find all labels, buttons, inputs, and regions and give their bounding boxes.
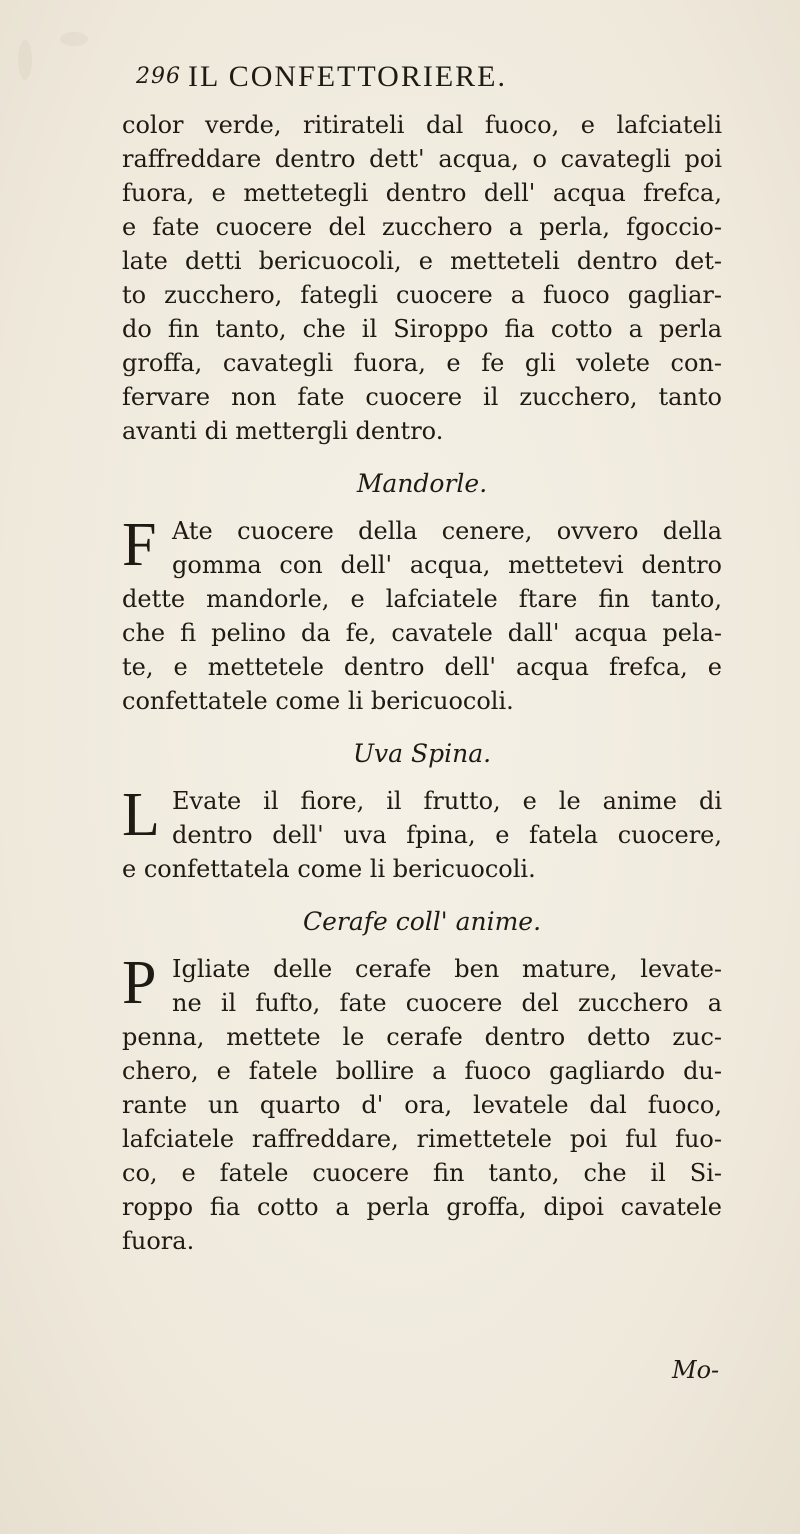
text-line: te, e mettetele dentro dell' acqua frefca, e — [122, 653, 722, 681]
text-line: fervare non fate cuocere il zucchero, tanto — [122, 383, 722, 411]
text-line: e fate cuocere del zucchero a perla, fgoccio- — [122, 213, 722, 241]
text-line: rante un quarto d' ora, levatele dal fuoco, — [122, 1091, 722, 1119]
section-heading-mandorle: Mandorle. — [356, 469, 488, 498]
text-line: dette mandorle, e lafciatele ftare fin tanto, — [122, 585, 722, 613]
text-line: to zucchero, fategli cuocere a fuoco gagliar- — [122, 281, 722, 309]
text-line: penna, mettete le cerafe dentro detto zuc- — [122, 1023, 722, 1051]
drop-cap: L — [122, 781, 160, 849]
intro-paragraph — [122, 108, 722, 448]
text-line: che fi pelino da fe, cavatele dall' acqua pela- — [122, 619, 722, 647]
page-number: 296 — [136, 64, 181, 89]
section-paragraph-uva-spina — [122, 781, 722, 886]
text-line: do fin tanto, che il Siroppo fia cotto a perla — [122, 315, 722, 343]
section-paragraph-mandorle — [122, 511, 722, 718]
text-line: co, e fatele cuocere fin tanto, che il Si- — [122, 1159, 722, 1187]
page-header — [136, 60, 696, 98]
text-line: roppo fia cotto a perla groffa, dipoi cavatele — [122, 1193, 722, 1221]
text-line: raffreddare dentro dett' acqua, o cavategli poi — [122, 145, 722, 173]
paper-stain — [60, 32, 88, 46]
page-body — [122, 108, 722, 1258]
text-line: groffa, cavategli fuora, e fe gli volete con- — [122, 349, 722, 377]
text-line: fuora. — [122, 1227, 195, 1255]
catchword: Mo- — [672, 1356, 720, 1384]
text-line: Ate cuocere della cenere, ovvero della — [172, 517, 722, 545]
text-line: ne il fufto, fate cuocere del zucchero a — [172, 989, 722, 1017]
drop-cap: P — [122, 949, 157, 1017]
text-line: dentro dell' uva fpina, e fatela cuocere, — [172, 821, 722, 849]
section-heading-uva-spina: Uva Spina. — [352, 739, 492, 768]
text-line: e confettatela come li bericuocoli. — [122, 855, 536, 883]
text-line: late detti bericuocoli, e metteteli dentro det- — [122, 247, 722, 275]
paper-stain — [18, 40, 32, 80]
text-line: Igliate delle cerafe ben mature, levate- — [172, 955, 722, 983]
section-paragraph-cerafe — [122, 949, 722, 1258]
section-heading-cerafe: Cerafe coll' anime. — [302, 907, 542, 936]
text-line: chero, e fatele bollire a fuoco gagliardo du- — [122, 1057, 722, 1085]
text-line: lafciatele raffreddare, rimettetele poi ful fuo- — [122, 1125, 722, 1153]
text-line: confettatele come li bericuocoli. — [122, 687, 514, 715]
text-line: fuora, e mettetegli dentro dell' acqua frefca, — [122, 179, 722, 207]
text-line: Evate il fiore, il frutto, e le anime di — [172, 787, 722, 815]
running-title: IL CONFETTORIERE. — [188, 60, 507, 93]
text-line: gomma con dell' acqua, mettetevi dentro — [172, 551, 722, 579]
drop-cap: F — [122, 511, 157, 579]
text-line: color verde, ritirateli dal fuoco, e lafciateli — [122, 111, 722, 139]
text-line: avanti di mettergli dentro. — [122, 417, 444, 445]
